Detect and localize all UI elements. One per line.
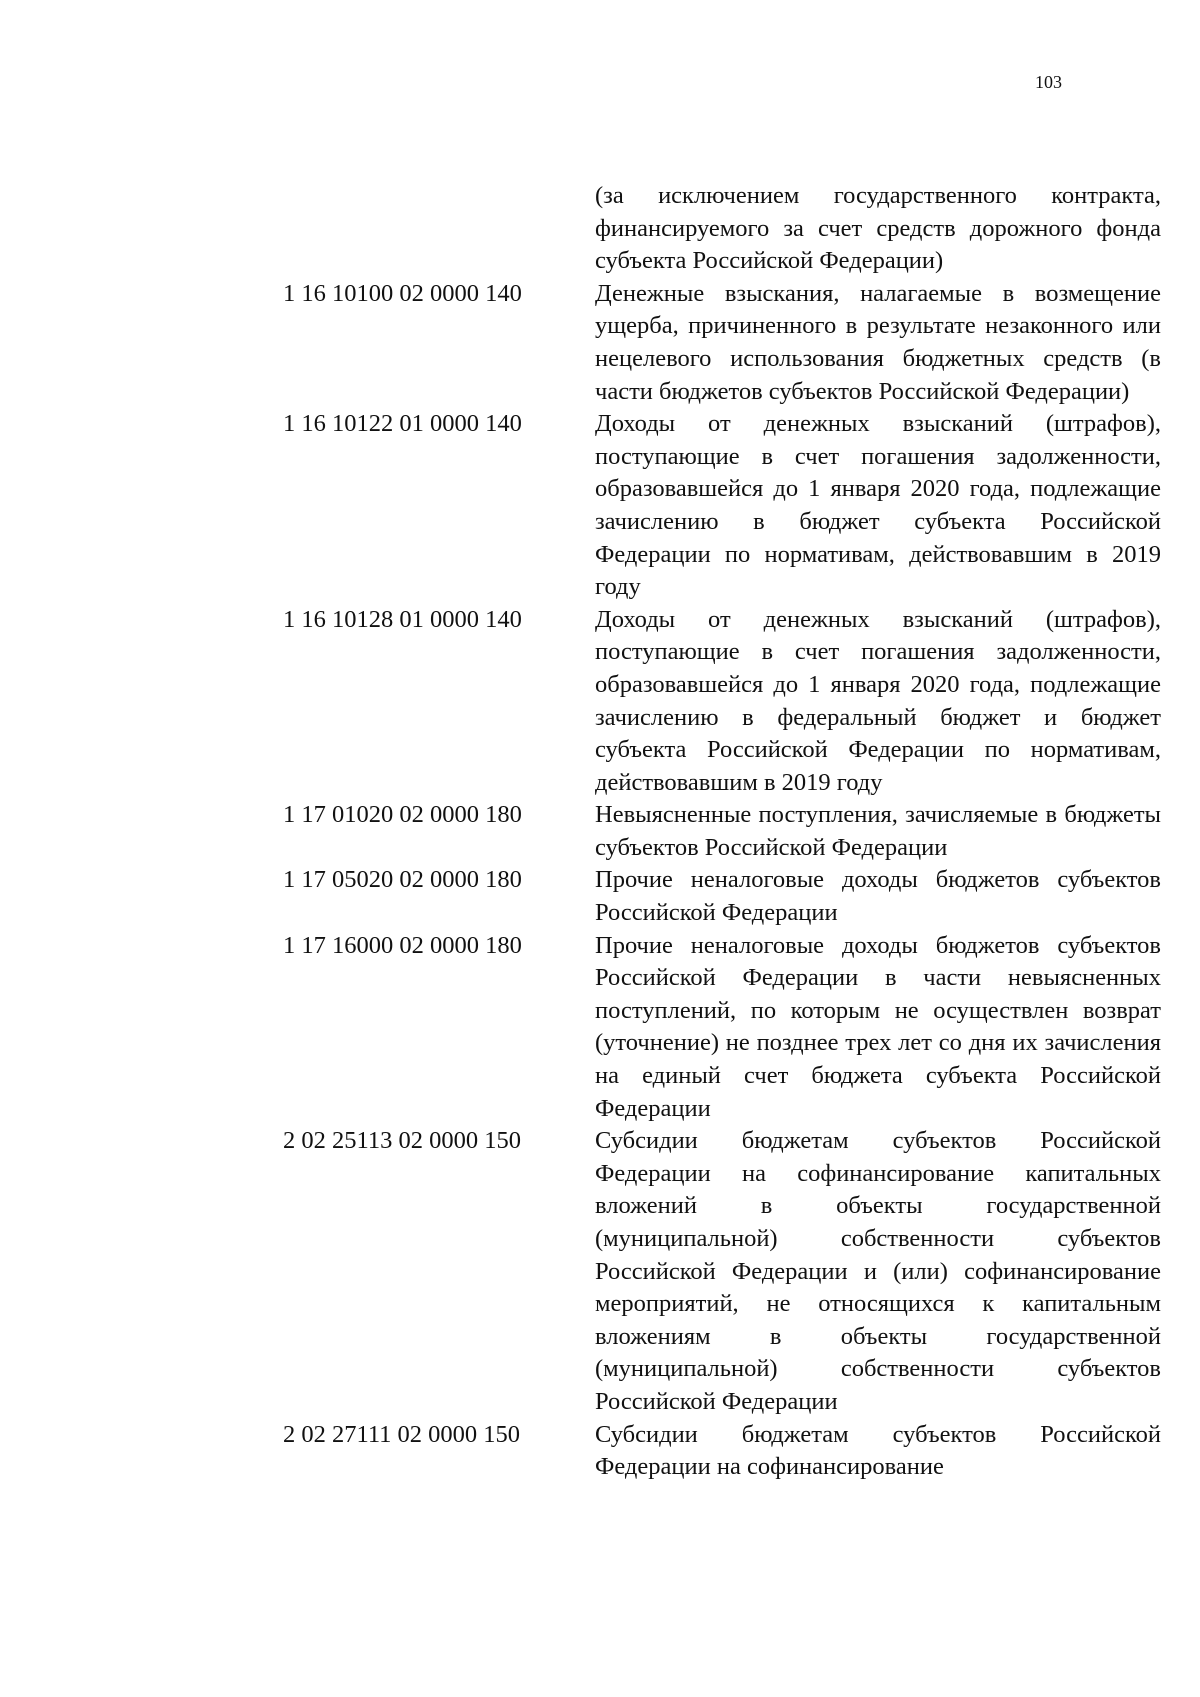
budget-code: 2 02 25113 02 0000 150 xyxy=(283,1127,521,1155)
table-row xyxy=(283,180,1163,278)
budget-code: 1 16 10122 01 0000 140 xyxy=(283,410,522,438)
budget-code: 1 17 01020 02 0000 180 xyxy=(283,801,522,829)
page-number: 103 xyxy=(1035,72,1062,92)
budget-code: 1 17 05020 02 0000 180 xyxy=(283,866,522,894)
income-description: Невыясненные поступления, зачисляемые в бюджеты субъектов Российской Федерации xyxy=(595,801,1161,861)
budget-code: 1 17 16000 02 0000 180 xyxy=(283,931,522,959)
table-row xyxy=(283,408,1163,604)
table-row xyxy=(283,930,1163,1126)
table-row xyxy=(283,604,1163,800)
income-description: Субсидии бюджетам субъектов Российской Федерации на софинансирование капитальных вложений в объекты государственной (муниципальной) собственности субъектов Российской Федерации и (или) софинансирование мероприятий, не относящихся к капитальным вложениям в объекты государственной (муниципальной) собственности субъектов Российской Федерации xyxy=(595,1127,1161,1415)
income-description: Прочие неналоговые доходы бюджетов субъектов Российской Федерации xyxy=(595,866,1161,927)
table-row xyxy=(283,864,1163,929)
income-description: Доходы от денежных взысканий (штрафов), поступающие в счет погашения задолженности, образовавшейся до 1 января 2020 года, подлежащие зачислению в федеральный бюджет и бюджет субъекта Российской Федерации по нормативам, действовавшим в 2019 году xyxy=(595,605,1161,796)
income-description: Прочие неналоговые доходы бюджетов субъектов Российской Федерации в части невыясненных поступлений, по которым не осуществлен возврат (уточнение) не позднее трех лет со дня их зачисления на единый счет бюджета субъекта Российской Федерации xyxy=(595,931,1161,1122)
income-description: Доходы от денежных взысканий (штрафов), поступающие в счет погашения задолженности, образовавшейся до 1 января 2020 года, подлежащие зачислению в бюджет субъекта Российской Федерации по нормативам, действовавшим в 2019 году xyxy=(595,410,1161,601)
income-description: Денежные взыскания, налагаемые в возмещение ущерба, причиненного в результате незаконного или нецелевого использования бюджетных средств (в части бюджетов субъектов Российской Федерации) xyxy=(595,279,1161,405)
income-description: (за исключением государственного контракта, финансируемого за счет средств дорожного фонда субъекта Российской Федерации) xyxy=(595,182,1161,275)
budget-code: 1 16 10128 01 0000 140 xyxy=(283,605,522,633)
budget-codes-table xyxy=(283,180,1163,1484)
table-row xyxy=(283,1125,1163,1418)
table-row xyxy=(283,1419,1163,1484)
table-row xyxy=(283,278,1163,408)
budget-code: 1 16 10100 02 0000 140 xyxy=(283,279,522,307)
budget-code: 2 02 27111 02 0000 150 xyxy=(283,1420,521,1448)
income-description: Субсидии бюджетам субъектов Российской Федерации на софинансирование xyxy=(595,1420,1161,1481)
table-row xyxy=(283,799,1163,864)
